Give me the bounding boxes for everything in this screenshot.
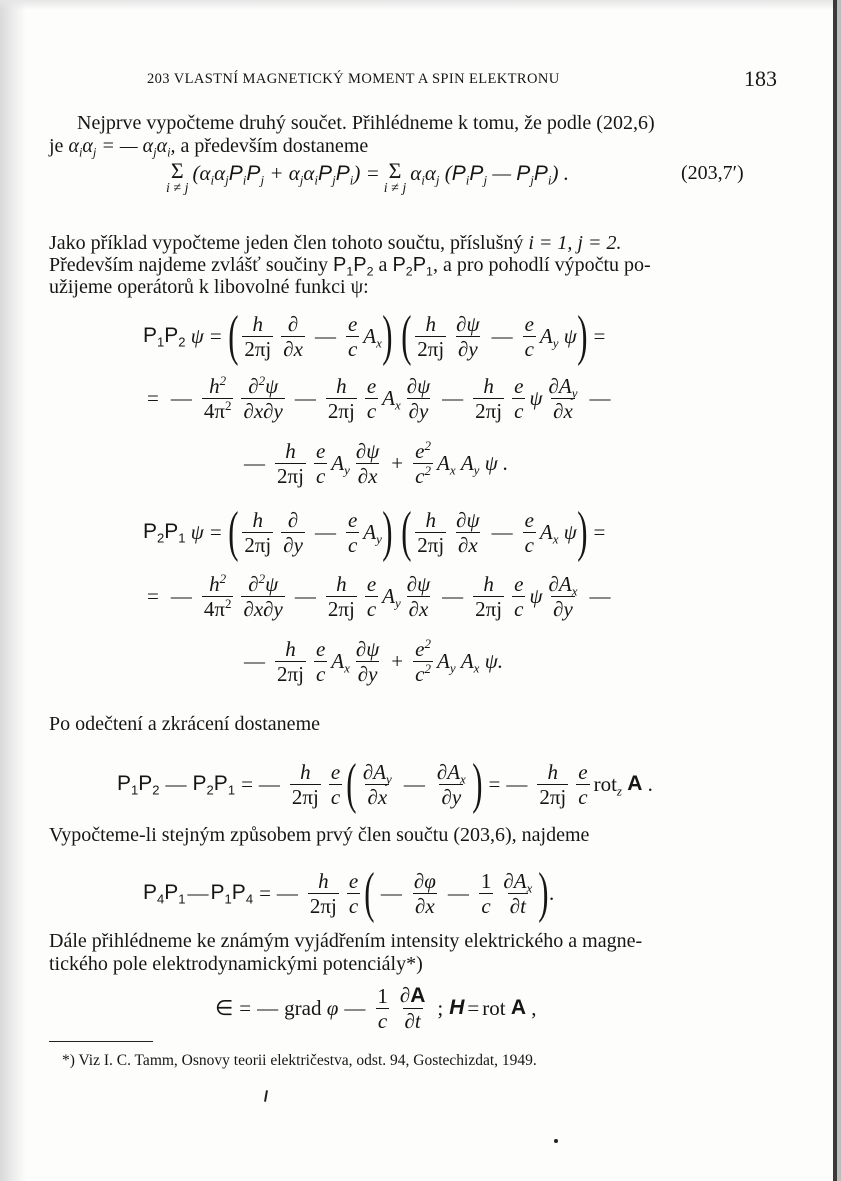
p1p2-psi-line-1: $P_1P_2$ ψ = ( $\frac{h}{2\pi j}$ $\frac{\partial}{\partial x}$ — $\frac{e}{c}$ $A_x$ ) ( $\frac{h}{2\pi j}$ $\frac{\partial\psi}{\partial y}$ — $\frac{e}{c}$ $A_y$ ψ ) = xyxy=(143,305,606,367)
equation-203-7 xyxy=(166,160,569,196)
equation-number-203-7: (203,7′) xyxy=(681,162,744,184)
sum-rhs-body: $\alpha_i\alpha_j$ ($P_iP_j$ — $P_jP_i$) . xyxy=(410,160,570,188)
p1p2-psi-line-2: = — $\frac{h^2}{4\pi^2}$ $\frac{\partial^2\psi}{\partial x\partial y}$ — $\frac{h}{2\pi j}$ $\frac{e}{c}$ $A_x$ $\frac{\partial\psi}{\partial y}$ — $\frac{h}{2\pi j}$ $\frac{e}{c}$ ψ $\frac{\partial A_y}{\partial x}$ — xyxy=(147,373,611,423)
paragraph-5-line-2: tického pole elektrodynamickými potenciály*) xyxy=(49,953,423,975)
sum-lhs: Σ i ≠ j xyxy=(166,158,189,196)
p2p1-psi-line-1: $P_2P_1$ ψ = ( $\frac{h}{2\pi j}$ $\frac{\partial}{\partial y}$ — $\frac{e}{c}$ $A_y$ ) ( $\frac{h}{2\pi j}$ $\frac{\partial\psi}{\partial x}$ — $\frac{e}{c}$ $A_x$ ψ ) = xyxy=(143,501,606,563)
alpha-relation: $\alpha_i\alpha_j$ = — $\alpha_j\alpha_i$, xyxy=(68,135,176,160)
field-equations: ∈ = — grad φ — $\frac{1}{c}$ $\frac{\partial A}{\partial t}$ ; H = rot A , xyxy=(215,983,537,1033)
page-number: 183 xyxy=(744,66,777,91)
scan-shadow-top xyxy=(0,0,841,10)
footnote: *) Viz I. C. Tamm, Osnovy teorii električestva, odst. 94, Gostechizdat, 1949. xyxy=(62,1052,537,1069)
p2p1-psi-line-2: = — $\frac{h^2}{4\pi^2}$ $\frac{\partial^2\psi}{\partial x\partial y}$ — $\frac{h}{2\pi j}$ $\frac{e}{c}$ $A_y$ $\frac{\partial\psi}{\partial x}$ — $\frac{h}{2\pi j}$ $\frac{e}{c}$ ψ $\frac{\partial A_x}{\partial y}$ — xyxy=(147,571,611,621)
scan-speck xyxy=(264,1090,268,1102)
running-head: 203 VLASTNÍ MAGNETICKÝ MOMENT A SPIN ELEKTRONU xyxy=(147,71,560,87)
page-edge-right-outer xyxy=(837,0,841,1181)
text-suffix: a především dostaneme xyxy=(175,135,369,157)
paragraph-5-line-1: Dále přihlédneme ke známým vyjádřením intensity elektrického a magne- xyxy=(49,930,643,952)
paragraph-2-line-3: užijeme operátorů k libovolné funkci ψ: xyxy=(49,276,369,298)
sum-rhs: Σ i ≠ j xyxy=(383,158,407,196)
sum-lhs-body: $(\alpha_i\alpha_jP_iP_j + \alpha_j\alpha_iP_jP_i)$ = xyxy=(192,160,380,188)
p2p1-psi-line-3: — $\frac{h}{2\pi j}$ $\frac{e}{c}$ $A_x$ $\frac{\partial\psi}{\partial y}$ + $\frac{e^2}{c^2}$ $A_y$ $A_x$ ψ. xyxy=(244,636,503,686)
paragraph-2-line-1: Jako příklad vypočteme jeden člen tohoto součtu, příslušný i = 1, j = 2. xyxy=(49,232,622,254)
scan-speck xyxy=(554,1139,558,1143)
paragraph-1-line-2 xyxy=(49,135,369,160)
paragraph-3: Po odečtení a zkrácení dostaneme xyxy=(49,713,320,735)
p1p2-psi-line-3: — $\frac{h}{2\pi j}$ $\frac{e}{c}$ $A_y$ $\frac{\partial\psi}{\partial x}$ + $\frac{e^2}{c^2}$ $A_x$ $A_y$ ψ . xyxy=(244,438,509,488)
paragraph-1-line-1: Nejprve vypočteme druhý součet. Přihlédneme k tomu, že podle (202,6) xyxy=(77,112,655,134)
paragraph-2-line-2: Především najdeme zvlášť součiny $P_1P_2$ a $P_2P_1$, a pro pohodlí výpočtu po- xyxy=(49,254,651,279)
commutator-p4-p1: $P_4P_1$ — $P_1P_4$ = — $\frac{h}{2\pi j}$ $\frac{e}{c}$ ( — $\frac{\partial\varphi}{\partial x}$ — $\frac{1}{c}$ $\frac{\partial A_x}{\partial t}$ ) . xyxy=(143,862,555,924)
paragraph-4: Vypočteme-li stejným způsobem prvý člen součtu (203,6), najdeme xyxy=(49,824,590,846)
scan-shadow-left xyxy=(0,0,26,1181)
commutator-p1-p2: $P_1P_2$ — $P_2P_1$ = — $\frac{h}{2\pi j}$ $\frac{e}{c}$ ( $\frac{\partial A_y}{\partial x}$ — $\frac{\partial A_x}{\partial y}$ ) = — $\frac{h}{2\pi j}$ $\frac{e}{c}$ rot$_z$ A . xyxy=(117,753,653,815)
text-je: je xyxy=(49,135,64,157)
footnote-rule xyxy=(49,1041,153,1042)
